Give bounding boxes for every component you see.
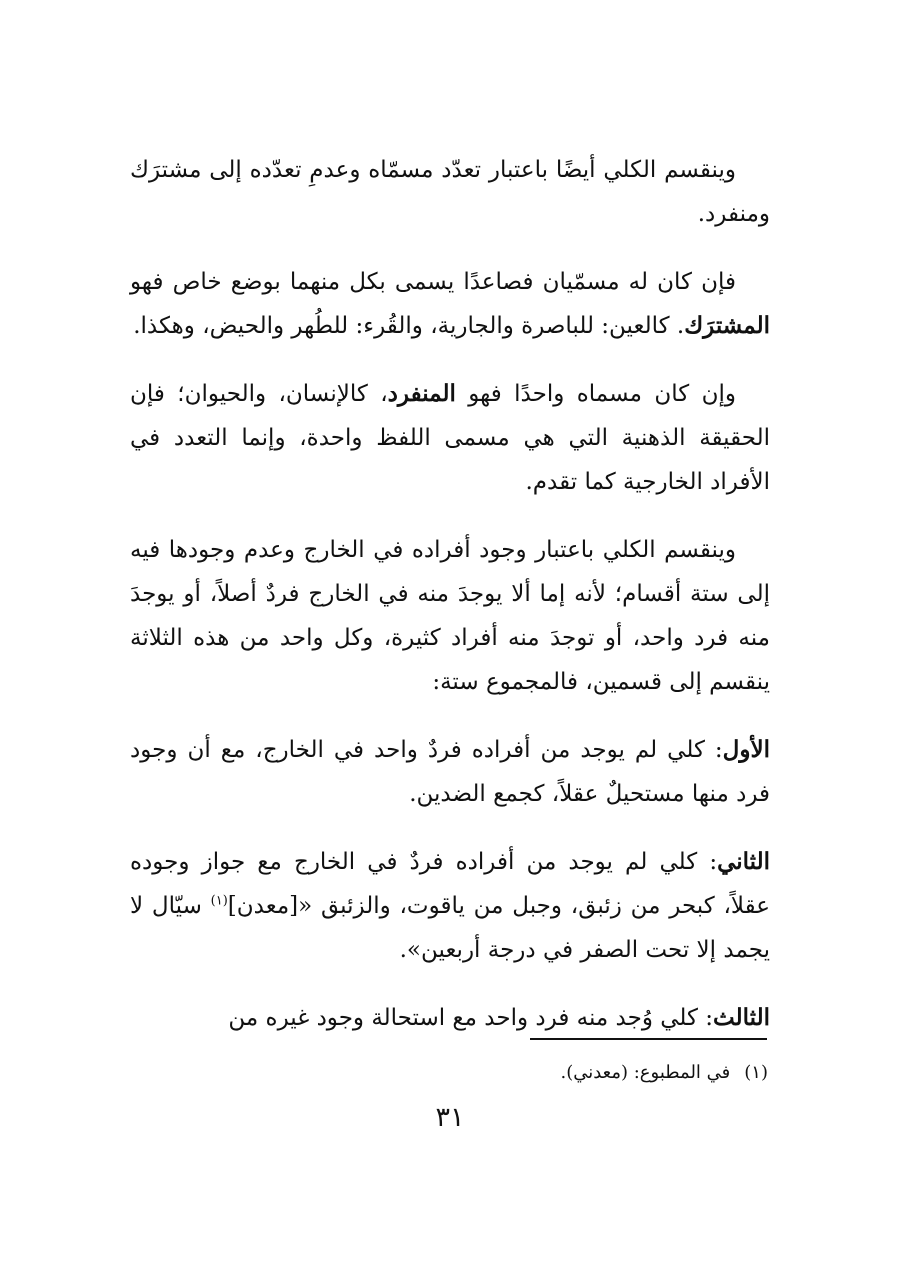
- paragraph-text: وينقسم الكلي أيضًا باعتبار تعدّد مسمّاه وعدمِ تعدّده إلى مشترَك ومنفرد.: [130, 157, 770, 227]
- section-label-first: الأول: [722, 736, 770, 763]
- paragraph-text: : كلي لم يوجد من أفراده فردٌ في الخارج مع جواز وجوده عقلاً، كبحر من زئبق، وجبل من ياقوت، والزئبق «[معدن]: [130, 849, 771, 919]
- paragraph-1: [130, 148, 770, 236]
- footnote-reference[interactable]: (١): [210, 893, 228, 909]
- paragraph-6: [130, 840, 770, 972]
- footnote-divider: [530, 1038, 767, 1040]
- paragraph-text: وإن كان مسماه واحدًا فهو: [455, 381, 736, 407]
- footnote-number: (١): [744, 1062, 768, 1083]
- paragraph-5: [130, 728, 770, 816]
- footnote: [560, 1058, 768, 1088]
- term-munfarid: المنفرد: [387, 380, 456, 407]
- paragraph-7: [130, 996, 770, 1040]
- paragraph-text: وينقسم الكلي باعتبار وجود أفراده في الخارج وعدم وجودها فيه إلى ستة أقسام؛ لأنه إما ألا يوجدَ منه في الخارج فردٌ أصلاً، أو يوجدَ منه فرد واحد، أو توجدَ منه أفراد كثيرة، وكل واحد من هذه الثلاثة ينقسم إلى قسمين، فالمجموع ستة:: [130, 537, 770, 695]
- main-text: [130, 148, 770, 1064]
- paragraph-3: [130, 372, 770, 504]
- page-number: ٣١: [435, 1102, 465, 1133]
- section-label-third: الثالث: [713, 1004, 770, 1031]
- paragraph-4: [130, 528, 770, 704]
- term-mushtarak: المشترَك: [684, 312, 770, 339]
- paragraph-text: فإن كان له مسمّيان فصاعدًا يسمى بكل منهما بوضع خاص فهو: [130, 269, 736, 295]
- paragraph-text: . كالعين: للباصرة والجارية، والقُرء: للطُهر والحيض، وهكذا.: [133, 313, 685, 339]
- paragraph-text: ، كالإنسان، والحيوان؛ فإن الحقيقة الذهنية التي هي مسمى اللفظ واحدة، وإنما التعدد في الأفراد الخارجية كما تقدم.: [130, 381, 770, 495]
- paragraph-text: : كلي وُجد منه فرد واحد مع استحالة وجود غيره من: [228, 1005, 714, 1031]
- paragraph-2: [130, 260, 770, 348]
- paragraph-text: سيّال لا يجمد إلا تحت الصفر في درجة أربعين».: [130, 893, 770, 963]
- footnote-text: في المطبوع: (معدني).: [560, 1062, 731, 1083]
- paragraph-text: : كلي لم يوجد من أفراده فردٌ واحد في الخارج، مع أن وجود فرد منها مستحيلٌ عقلاً، كجمع الضدين.: [130, 737, 770, 807]
- section-label-second: الثاني: [717, 848, 770, 875]
